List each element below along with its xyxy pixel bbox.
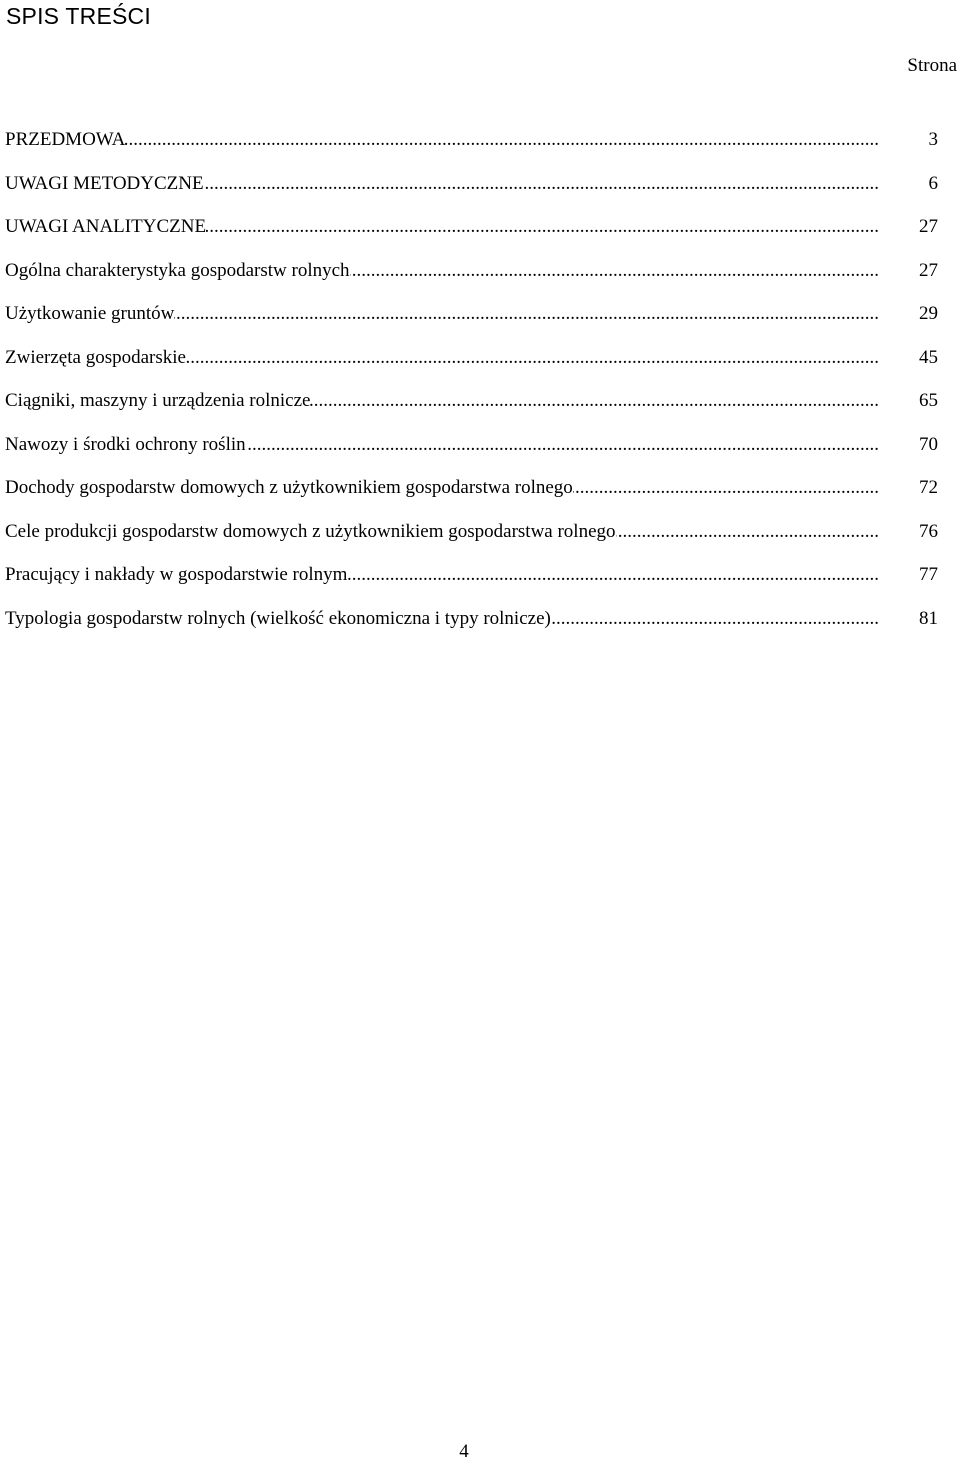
toc-entry-zwierzeta-gospodarskie[interactable] xyxy=(0,344,960,388)
toc-leader-line xyxy=(5,431,879,459)
toc-entry-title: Użytkowanie gruntów xyxy=(5,303,175,324)
toc-entry-ciagniki-maszyny[interactable] xyxy=(0,387,960,431)
toc-entry-page: 27 xyxy=(919,216,938,237)
toc-leader-line xyxy=(5,300,879,328)
toc-entry-page: 81 xyxy=(919,607,938,629)
toc-dot-leader xyxy=(246,431,879,459)
toc-dot-leader xyxy=(206,213,879,241)
toc-dot-leader xyxy=(186,344,879,372)
toc-entry-page: 77 xyxy=(919,564,938,585)
toc-entry-title: Ciągniki, maszyny i urządzenia rolnicze xyxy=(5,390,311,411)
table-of-contents xyxy=(0,126,960,648)
toc-entry-przedmowa[interactable] xyxy=(0,126,960,170)
toc-entry-page: 76 xyxy=(919,520,938,542)
toc-entry-uwagi-metodyczne[interactable] xyxy=(0,170,960,214)
toc-entry-page: 70 xyxy=(919,433,938,455)
toc-entry-cele-produkcji[interactable] xyxy=(0,518,960,562)
toc-entry-page: 27 xyxy=(919,259,938,281)
toc-leader-line xyxy=(5,344,879,372)
toc-dot-leader xyxy=(204,170,879,198)
toc-dot-leader xyxy=(350,257,879,285)
toc-dot-leader xyxy=(310,387,879,415)
toc-leader-line xyxy=(5,518,879,546)
toc-entry-title: Ogólna charakterystyka gospodarstw rolnych xyxy=(5,259,350,281)
toc-entry-title: UWAGI METODYCZNE xyxy=(5,172,204,194)
toc-entry-dochody[interactable] xyxy=(0,474,960,518)
toc-entry-page: 72 xyxy=(919,477,938,498)
toc-leader-line xyxy=(5,257,879,285)
toc-leader-line xyxy=(5,213,879,241)
toc-entry-title: Nawozy i środki ochrony roślin xyxy=(5,433,246,455)
toc-entry-page: 3 xyxy=(928,129,938,150)
toc-entry-title: Cele produkcji gospodarstw domowych z użytkownikiem gospodarstwa rolnego xyxy=(5,520,616,542)
toc-entry-ogolna-charakterystyka[interactable] xyxy=(0,257,960,301)
toc-entry-page: 65 xyxy=(919,390,938,411)
toc-leader-line xyxy=(5,126,879,154)
toc-entry-page: 29 xyxy=(919,303,938,324)
toc-dot-leader xyxy=(573,474,879,502)
toc-entry-title: Dochody gospodarstw domowych z użytkownikiem gospodarstwa rolnego xyxy=(5,477,573,498)
page-column-label: Strona xyxy=(907,55,957,76)
toc-entry-title: PRZEDMOWA xyxy=(5,129,126,150)
toc-leader-line xyxy=(5,387,879,415)
toc-entry-title: Pracujący i nakłady w gospodarstwie rolnym xyxy=(5,564,348,585)
toc-leader-line xyxy=(5,474,879,502)
toc-dot-leader xyxy=(174,300,879,328)
toc-entry-title: Typologia gospodarstw rolnych (wielkość ekonomiczna i typy rolnicze) xyxy=(5,607,551,629)
toc-entry-title: Zwierzęta gospodarskie xyxy=(5,346,186,368)
toc-dot-leader xyxy=(616,518,879,546)
toc-dot-leader xyxy=(125,126,879,154)
toc-leader-line xyxy=(5,561,879,589)
toc-entry-pracujacy[interactable] xyxy=(0,561,960,605)
toc-entry-title: UWAGI ANALITYCZNE xyxy=(5,216,207,237)
toc-entry-uwagi-analityczne[interactable] xyxy=(0,213,960,257)
toc-entry-page: 45 xyxy=(919,346,938,368)
toc-leader-line xyxy=(5,605,879,633)
page-title: SPIS TREŚCI xyxy=(6,3,151,29)
toc-leader-line xyxy=(5,170,879,198)
toc-entry-page: 6 xyxy=(928,172,938,194)
page-number: 4 xyxy=(459,1441,469,1462)
toc-entry-nawozy[interactable] xyxy=(0,431,960,475)
toc-dot-leader xyxy=(347,561,879,589)
toc-entry-typologia[interactable] xyxy=(0,605,960,649)
toc-dot-leader xyxy=(551,605,879,633)
toc-entry-uzytkowanie-gruntow[interactable] xyxy=(0,300,960,344)
